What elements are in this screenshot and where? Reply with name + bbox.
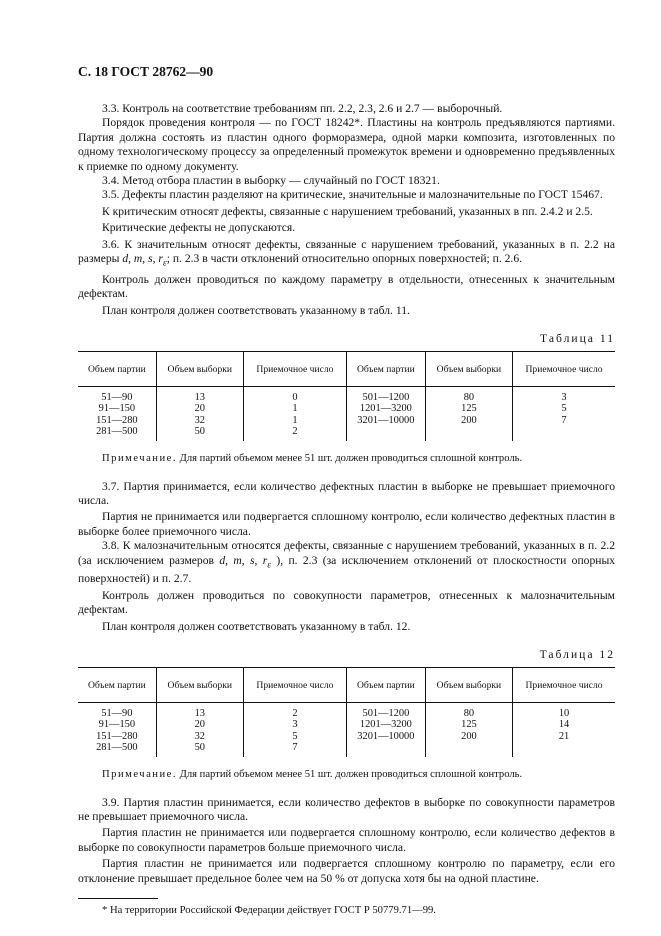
table-cell: 51—90 [101, 392, 133, 403]
table-11-note [78, 453, 615, 464]
table-cell: 13 [194, 392, 205, 403]
table-11 [78, 351, 615, 441]
table-11-header: Объем партии [78, 352, 156, 387]
footnote: * На территории Российской Федерации действует ГОСТ Р 50779.71—99. [102, 905, 436, 917]
table-cell: 3 [292, 719, 298, 731]
table-cell: 200 [461, 414, 477, 426]
table-12-caption: Таблица 12 [539, 648, 615, 661]
table-cell: 32 [194, 414, 205, 426]
paragraph-3-4: 3.4. Метод отбора пластин в выборку — случайный по ГОСТ 18321. [102, 174, 440, 188]
table-12-header: Объем выборки [156, 668, 243, 703]
paragraph-rejected: Партия не принимается или подвергается сплошному контролю, если количество дефектных пластин в выборке более приемочного числа. [78, 510, 615, 538]
paragraph-procedure: Порядок проведения контроля — по ГОСТ 18242*. Пластины на контроль предъявляются партиями. Партия должна состоять из пластин одного форморазмера, одной марки композита, изготовленных по одному технологическому процессу за определенный промежуток времени и одновременно предъявленных к приемке по одному документу. [78, 116, 615, 173]
paragraph-batch-rejected: Партия пластин не принимается или подвергается сплошному контролю, если количество дефектов в выборке по совокупности параметров больше приемочного числа. [78, 826, 615, 854]
p36-text-b: ; п. 2.3 в части отклонений относительно опорных поверхностей; п. 2.6. [166, 252, 523, 266]
paragraph-3-8: 3.8. К малозначительным относятся дефекты, связанные с нарушением требований, указанных в п. 2.2 (за исключением размеров d, m, s, $r_\varepsilon$ ), п. 2.3 (за исключением отклонений от плоскостности опорных поверхностей) и п. 2.7. [78, 539, 616, 586]
table-cell: 91—150 [98, 719, 136, 731]
table-cell: 3201—10000 [357, 730, 415, 742]
table-12-col-5 [425, 703, 512, 757]
table-12-header: Объем выборки [425, 668, 512, 703]
page-header: С. 18 ГОСТ 28762—90 [78, 64, 214, 79]
table-11-col-1 [78, 387, 156, 441]
paragraph-3-3: 3.3. Контроль на соответствие требованиям пп. 2.2, 2.3, 2.6 и 2.7 — выборочный. [102, 102, 503, 115]
table-cell: 501—1200 [362, 392, 410, 403]
table-cell: 2 [292, 708, 298, 719]
paragraph-critical: К критическим относят дефекты, связанные с нарушением требований, указанных в пп. 2.4.2 и 2.5. [102, 204, 593, 218]
table-11-header: Объем партии [346, 352, 425, 387]
p38-text-a: 3.8. К малозначительным относятся дефекты, связанные с нарушением требований, указанных в п. 2.2 (за исключением размеров [78, 539, 615, 567]
table-cell: 5 [292, 730, 298, 742]
table-cell: 125 [461, 403, 477, 415]
table-12-col-4 [346, 703, 425, 757]
paragraph-plan-12: План контроля должен соответствовать указанному в табл. 12. [102, 619, 411, 633]
table-cell: 20 [194, 719, 205, 731]
table-12-col-6 [513, 703, 615, 757]
table-cell: 91—150 [98, 403, 136, 415]
paragraph-3-7: 3.7. Партия принимается, если количество дефектных пластин в выборке не превышает приемочного числа. [78, 479, 615, 508]
param-d: d [219, 553, 226, 567]
table-12-col-3 [243, 703, 346, 757]
table-12-col-1 [78, 703, 156, 757]
p36-text-a: 3.6. К значительным относят дефекты, связанные с нарушением требований, указанных в п. 2.2 на размеры [78, 237, 615, 266]
param-r: r [158, 252, 163, 266]
table-11-col-6 [513, 387, 615, 441]
table-11-header: Объем выборки [156, 352, 243, 387]
param-s: s [148, 252, 153, 266]
param-d: d [122, 252, 129, 266]
paragraph-significant-control: Контроль должен проводиться по каждому параметру в отдельности, отнесенных к значительным дефектам. [78, 272, 615, 301]
paragraph-plan-11: План контроля должен соответствовать указанному в табл. 11. [102, 303, 410, 317]
table-cell: 14 [558, 719, 570, 731]
table-cell: 5 [561, 403, 567, 415]
table-cell: 3 [561, 392, 567, 403]
table-cell: 1 [292, 414, 298, 426]
table-11-col-2 [156, 387, 243, 441]
table-cell: 50 [194, 426, 205, 438]
table-cell: 2 [292, 426, 298, 438]
table-cell: 281—500 [96, 426, 138, 438]
param-r-sub: ε [162, 257, 167, 269]
table-cell: 200 [461, 730, 477, 742]
document-page [78, 64, 615, 916]
table-cell: 21 [558, 730, 570, 742]
table-cell: 7 [292, 742, 298, 754]
paragraph-minor-control: Контроль должен проводиться по совокупности параметров, отнесенных к малозначительным дефектам. [78, 588, 615, 617]
table-cell: 281—500 [96, 742, 138, 754]
table-12-header: Объем партии [346, 668, 425, 703]
table-cell: 20 [194, 403, 205, 415]
table-cell: 501—1200 [362, 708, 410, 719]
paragraph-3-9: 3.9. Партия пластин принимается, если количество дефектов в выборке по совокупности параметров не превышает приемочного числа. [78, 795, 615, 824]
table-cell: 50 [194, 742, 205, 754]
table-cell: 80 [463, 392, 475, 403]
paragraph-3-6: 3.6. К значительным относят дефекты, связанные с нарушением требований, указанных в п. 2.2 на размеры d, m, s, $r_\varepsilon$; п. 2.3 в части отклонений относительно опорных поверхностей; п. 2.6. [78, 237, 615, 269]
param-m: m [133, 252, 143, 266]
table-cell: 1201—3200 [359, 403, 412, 415]
table-cell: 1201—3200 [359, 719, 412, 731]
table-cell: 10 [558, 708, 570, 719]
param-r: r [262, 553, 268, 567]
table-11-caption: Таблица 11 [540, 332, 615, 345]
note-text: Для партий объемом менее 51 шт. должен проводиться сплошной контроль. [176, 768, 523, 780]
param-m: m [233, 553, 242, 567]
param-s: s [249, 553, 255, 567]
table-12 [78, 667, 615, 757]
table-12-header: Приемочное число [243, 668, 346, 703]
table-11-header: Приемочное число [243, 352, 346, 387]
table-12-header: Объем партии [78, 668, 156, 703]
table-cell: 1 [292, 403, 298, 415]
paragraph-critical-forbidden: Критические дефекты не допускаются. [102, 221, 296, 235]
table-cell: 151—280 [96, 730, 138, 742]
table-cell: 13 [194, 708, 205, 719]
table-11-col-4 [346, 387, 425, 441]
table-cell: 3201—10000 [357, 414, 415, 426]
table-11-col-5 [425, 387, 512, 441]
table-cell: 7 [561, 414, 567, 426]
table-11-col-3 [243, 387, 346, 441]
p38-text-b: ), п. 2.3 (за исключением отклонений от плоскостности опорных поверхностей) и п. 2.7. [78, 553, 616, 586]
table-12-col-2 [156, 703, 243, 757]
note-text: Для партий объемом менее 51 шт. должен проводиться сплошной контроль. [176, 452, 523, 464]
table-cell: 51—90 [101, 708, 133, 719]
table-cell: 32 [194, 730, 205, 742]
paragraph-3-5: 3.5. Дефекты пластин разделяют на критические, значительные и малозначительные по ГОСТ 15467. [102, 188, 603, 202]
note-label: Примечание. [102, 452, 177, 464]
table-cell: 151—280 [96, 414, 138, 426]
table-12-note [78, 769, 615, 780]
table-12-header: Приемочное число [513, 668, 615, 703]
table-cell: 80 [463, 708, 475, 719]
table-11-header: Объем выборки [425, 352, 512, 387]
table-11-header: Приемочное число [513, 352, 615, 387]
note-label: Примечание. [102, 768, 177, 780]
param-r-sub: ε [267, 558, 272, 570]
table-cell: 125 [461, 719, 477, 731]
table-cell: 0 [292, 392, 298, 403]
footnote-divider [78, 898, 158, 899]
paragraph-batch-tolerance: Партия пластин не принимается или подвергается сплошному контролю по параметру, если его отклонение превышает предельное более чем на 50 % от допуска хотя бы на одной пластине. [78, 857, 615, 885]
